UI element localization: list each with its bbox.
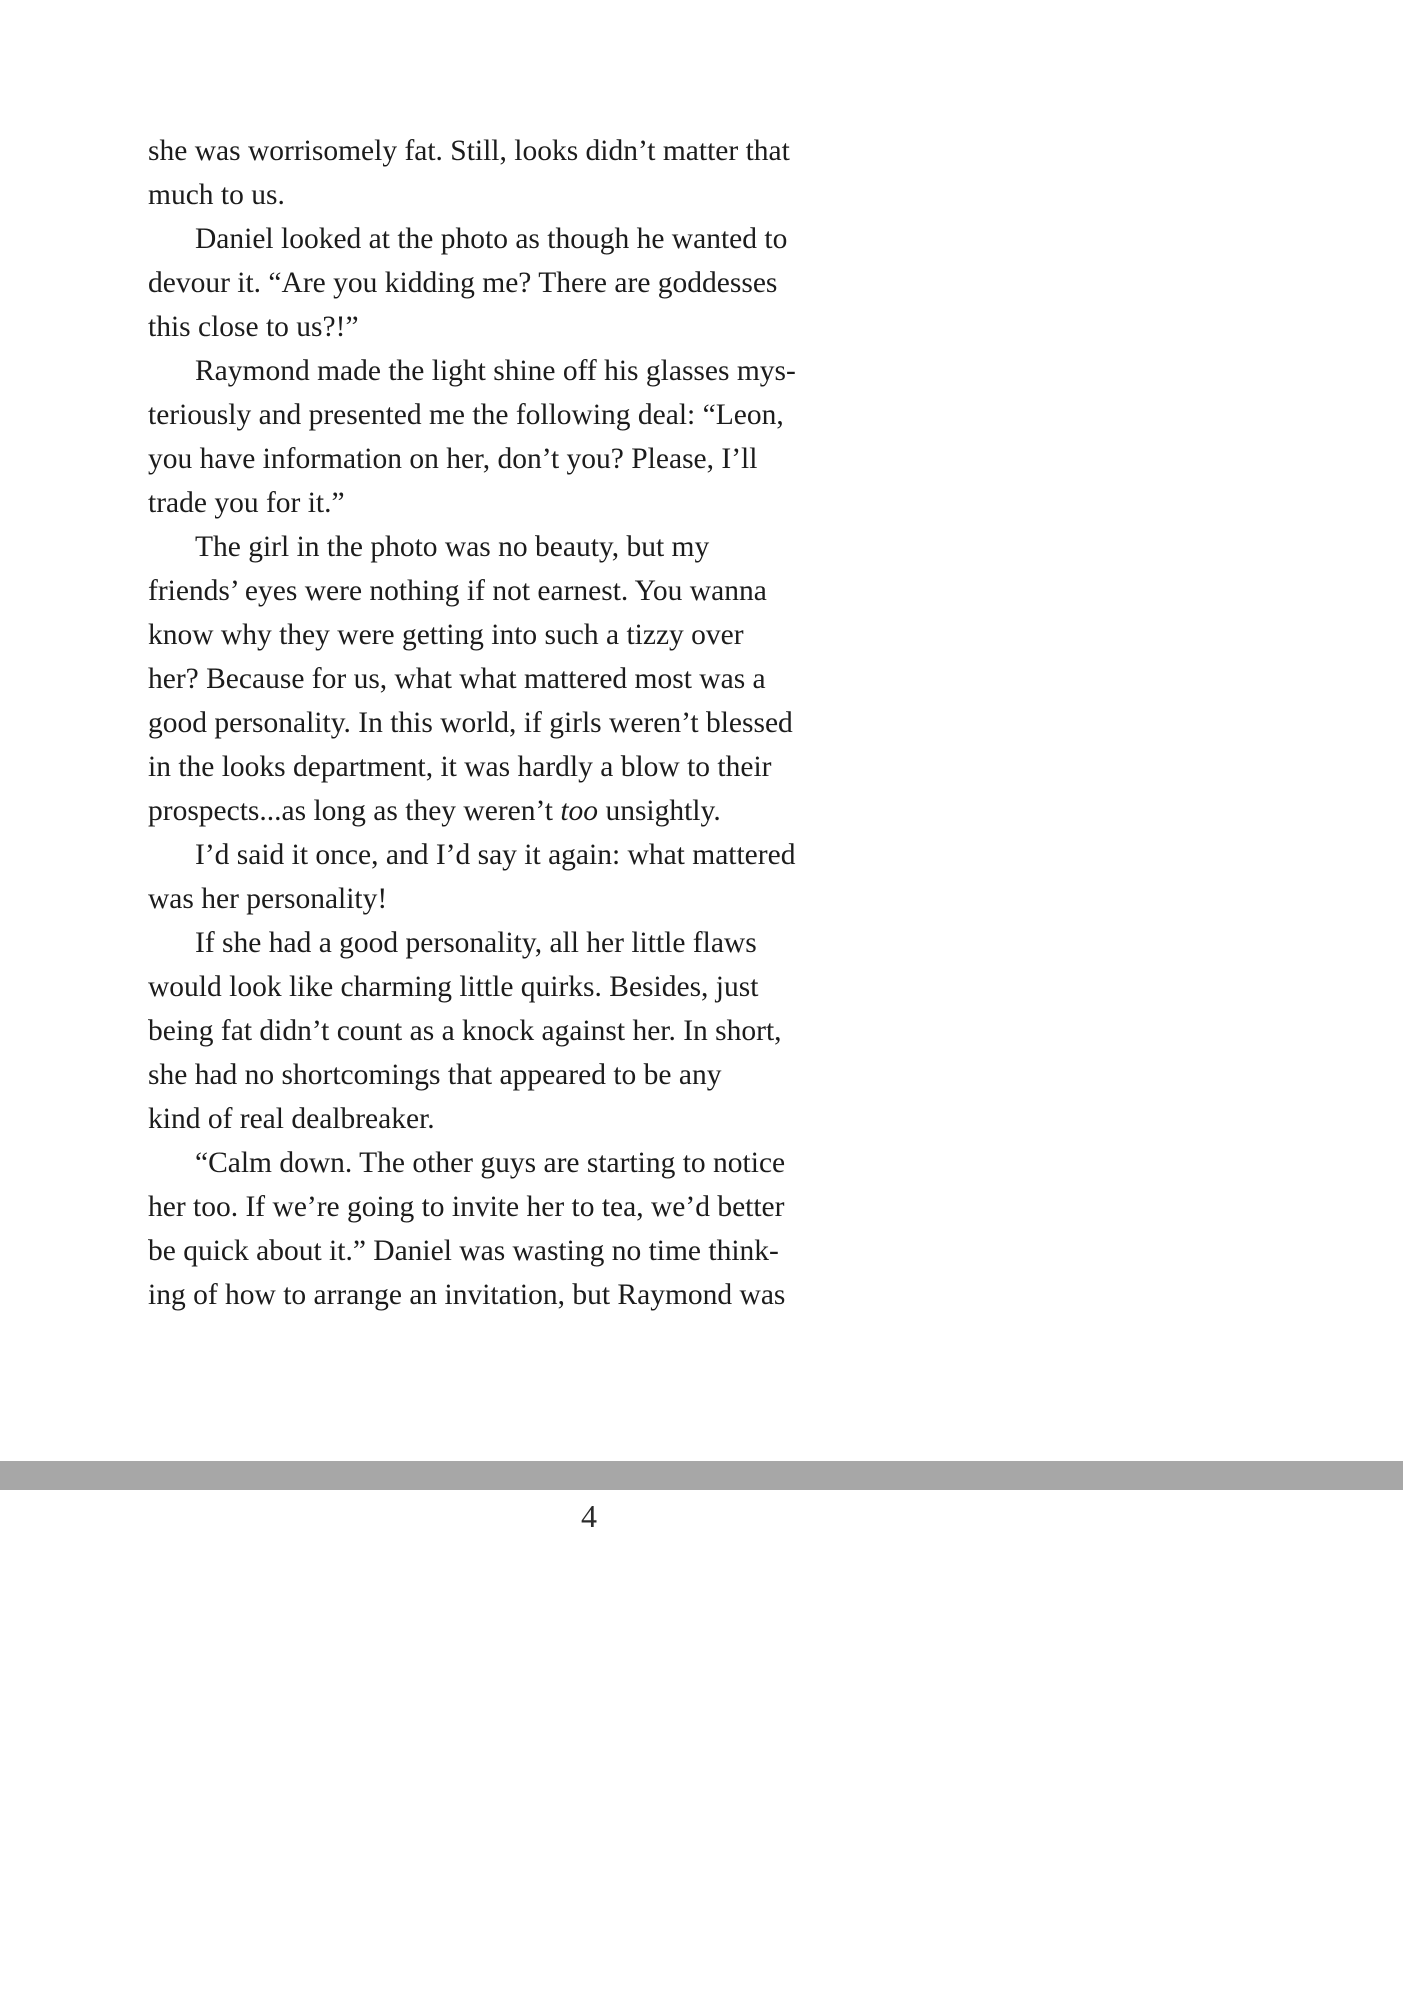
text-line: devour it. “Are you kidding me? There are goddesses	[148, 267, 778, 299]
paragraph	[148, 129, 978, 217]
text-line: teriously and presented me the following deal: “Leon,	[148, 399, 784, 431]
text-line: “Calm down. The other guys are starting to notice	[195, 1147, 786, 1179]
text-line: good personality. In this world, if girls weren’t blessed	[148, 707, 793, 739]
paragraph	[148, 525, 978, 833]
text-line: her too. If we’re going to invite her to tea, we’d better	[148, 1191, 785, 1223]
text-line: know why they were getting into such a tizzy over	[148, 619, 744, 651]
page-number: 4	[581, 1498, 597, 1534]
text-line: prospects...as long as they weren’t too unsightly.	[148, 795, 721, 827]
text-line: trade you for it.”	[148, 487, 345, 519]
paragraph	[148, 833, 978, 921]
text-line: much to us.	[148, 179, 285, 211]
paragraph	[148, 217, 978, 349]
text-line: If she had a good personality, all her little flaws	[195, 927, 757, 959]
text-line: she was worrisomely fat. Still, looks didn’t matter that	[148, 135, 790, 167]
text-line: I’d said it once, and I’d say it again: what mattered	[195, 839, 796, 871]
paragraph	[148, 921, 978, 1141]
text-line: Daniel looked at the photo as though he wanted to	[195, 223, 788, 255]
text-block	[148, 129, 978, 1317]
text-line: she had no shortcomings that appeared to be any	[148, 1059, 722, 1091]
text-line: kind of real dealbreaker.	[148, 1103, 435, 1135]
text-line: being fat didn’t count as a knock against her. In short,	[148, 1015, 782, 1047]
text-line: was her personality!	[148, 883, 388, 915]
text-line: her? Because for us, what what mattered most was a	[148, 663, 766, 695]
text-line: The girl in the photo was no beauty, but my	[195, 531, 710, 563]
text-line: in the looks department, it was hardly a blow to their	[148, 751, 772, 783]
footer-divider-bar	[0, 1461, 1403, 1490]
paragraph	[148, 1141, 978, 1317]
text-line: be quick about it.” Daniel was wasting no time think-	[148, 1235, 779, 1267]
text-line: would look like charming little quirks. Besides, just	[148, 971, 759, 1003]
text-line: ing of how to arrange an invitation, but Raymond was	[148, 1279, 786, 1311]
text-line: Raymond made the light shine off his glasses mys-	[195, 355, 796, 387]
text-line: friends’ eyes were nothing if not earnest. You wanna	[148, 575, 767, 607]
text-line: you have information on her, don’t you? Please, I’ll	[148, 443, 758, 475]
text-line: this close to us?!”	[148, 311, 359, 343]
paragraph	[148, 349, 978, 525]
